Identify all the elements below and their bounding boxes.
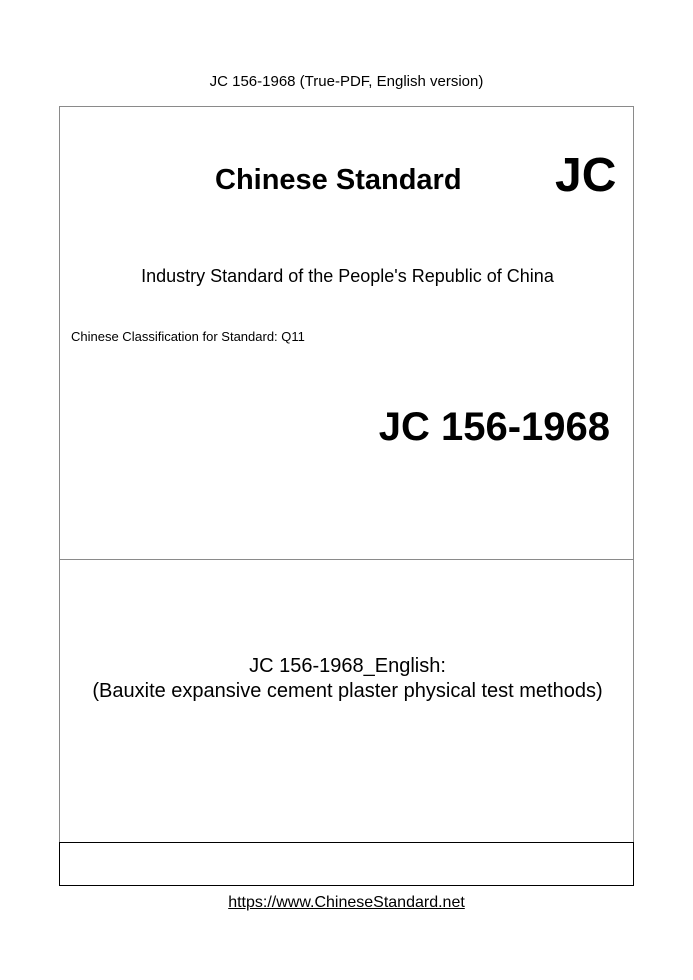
website-link[interactable]: https://www.ChineseStandard.net [228, 894, 465, 911]
title-description: (Bauxite expansive cement plaster physical test methods) [92, 680, 603, 702]
footer [0, 893, 693, 912]
classification-line: Chinese Classification for Standard: Q11 [71, 329, 305, 344]
cover-frame [59, 106, 634, 886]
cover-bottom-panel [59, 842, 634, 886]
cover-title-panel [59, 559, 634, 843]
english-title: JC 156-1968_English: [249, 655, 446, 677]
document-header: JC 156-1968 (True-PDF, English version) [209, 73, 484, 90]
standard-heading: Chinese Standard [215, 164, 462, 196]
cover-top-panel [59, 106, 634, 560]
industry-standard-line: Industry Standard of the People's Republic of China [141, 266, 554, 286]
standard-mark: JC [555, 149, 617, 202]
standard-number: JC 156-1968 [378, 405, 610, 449]
